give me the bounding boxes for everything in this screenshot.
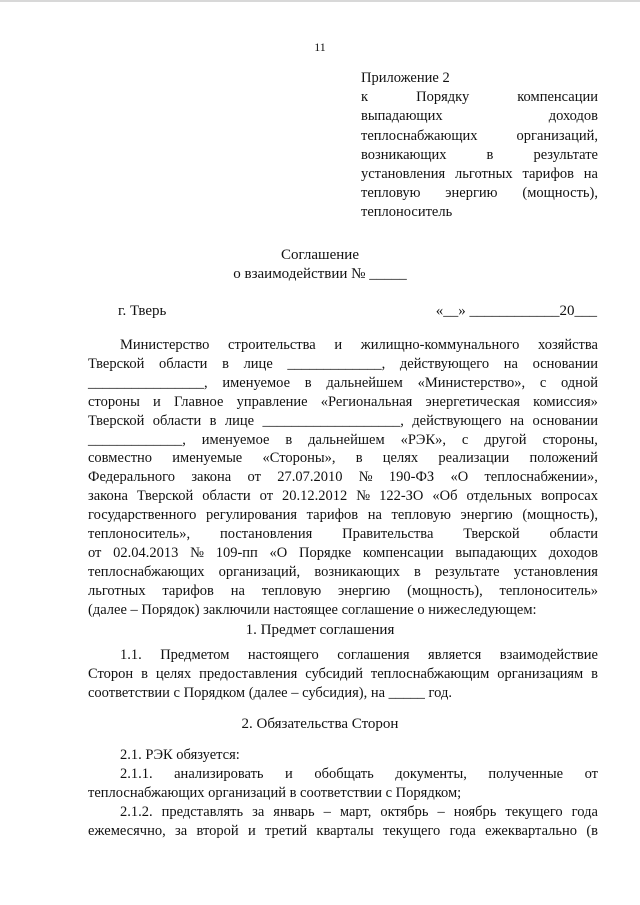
word: теплоноситель», (88, 526, 191, 543)
word: тепловую (391, 507, 451, 524)
page-number: 11 (314, 40, 326, 54)
text-line (361, 127, 598, 146)
text-line (88, 563, 598, 582)
word: в (222, 355, 229, 372)
text-line (361, 88, 598, 107)
word: 02.04.2013 (113, 544, 179, 561)
word: области (549, 526, 598, 543)
word: другой (484, 431, 527, 448)
word: март, (339, 803, 372, 820)
section-2-body (88, 746, 598, 841)
word: стороны, (542, 431, 598, 448)
word: представлять (161, 803, 244, 820)
text-line (361, 184, 598, 203)
text-line: Приложение 2 (361, 70, 450, 86)
word: «Стороны», (262, 450, 336, 467)
word: текущего (505, 803, 563, 820)
word: Тверской (88, 355, 145, 372)
word: _____________, (287, 355, 386, 372)
text-line (88, 374, 598, 393)
word: – (323, 803, 331, 820)
word: основании (532, 412, 598, 429)
word: одной (560, 374, 598, 391)
word: дальнейшем (308, 431, 385, 448)
word: (мощность), (522, 185, 598, 202)
word: реализации (438, 450, 510, 467)
text-line (88, 646, 598, 665)
word: совместно (88, 450, 153, 467)
text-line (88, 487, 598, 506)
section-1-body (88, 646, 598, 703)
top-edge-line (0, 0, 640, 2)
word: за (252, 803, 265, 820)
word: результате (435, 563, 500, 580)
word: энергию (460, 507, 513, 524)
word: обобщать (314, 765, 374, 782)
word: Тверской (463, 526, 520, 543)
word: ________________, (88, 374, 208, 391)
text-line (88, 355, 598, 374)
agreement-subtitle: о взаимодействии № _____ (233, 266, 407, 282)
word: 109-пп (215, 544, 258, 561)
word: в (304, 374, 312, 391)
word: ежеквартально (485, 822, 577, 839)
word: третий (265, 822, 308, 839)
word: доходов (548, 544, 598, 561)
word: Порядке (299, 544, 352, 561)
word: Сторон (88, 665, 134, 682)
word: от (88, 544, 102, 561)
word: № (356, 488, 371, 505)
section-2-heading: 2. Обязательства Сторон (241, 716, 399, 732)
word: Порядку (416, 89, 470, 106)
word: выпадающих (361, 108, 443, 125)
word: 27.07.2010 (277, 469, 343, 486)
word: ноябрь (453, 803, 497, 820)
word: январь (273, 803, 315, 820)
word: в (355, 450, 363, 467)
word: именуемое (222, 374, 291, 391)
word: и (285, 765, 293, 782)
text-line (88, 803, 598, 822)
word: на (367, 507, 382, 524)
word: жилищно-коммунального (360, 337, 520, 353)
text-line (88, 336, 598, 355)
word: комиссия» (533, 393, 598, 410)
word: 20.12.2012 (282, 488, 348, 505)
word: государственного (88, 507, 197, 524)
word: хозяйства (538, 337, 598, 353)
word: целях (155, 665, 192, 682)
word: является (428, 647, 482, 663)
text-line (88, 412, 598, 431)
word: ежемесячно, (88, 822, 166, 839)
word: с (461, 431, 469, 448)
word: организаций, (516, 127, 598, 144)
text-line (88, 822, 598, 841)
word: от (259, 488, 274, 505)
word: соглашения (337, 647, 410, 663)
word: полученные (488, 765, 564, 782)
word: установления (513, 563, 598, 580)
word: Главное (173, 393, 224, 410)
word: анализировать (174, 765, 264, 782)
word: области (202, 488, 251, 505)
word: предоставления (199, 665, 298, 682)
word: целях (382, 450, 419, 467)
word: действующего (399, 355, 490, 372)
word: дальнейшем (326, 374, 403, 391)
text-line: теплоснабжающих организаций в соответствии с Порядком; (88, 784, 462, 801)
word: «Региональная (320, 393, 413, 410)
word: 190-ФЗ (388, 469, 435, 486)
word: тепловую (261, 582, 322, 599)
word: в (591, 665, 598, 682)
word: № (358, 469, 373, 486)
word: 2.1.2. (120, 803, 153, 820)
word: теплоснабжающих (361, 127, 478, 144)
word: льготных (455, 166, 513, 183)
word: закона (191, 469, 232, 486)
word: – (437, 803, 445, 820)
text-line: (далее – Порядок) заключили настоящее соглашение о нижеследующем: (88, 601, 537, 618)
text-line (88, 449, 598, 468)
word: на (503, 355, 518, 372)
word: Министерство (120, 337, 210, 353)
section-1-heading: 1. Предмет соглашения (245, 622, 395, 638)
word: энергию (445, 185, 498, 202)
word: постановления (219, 526, 313, 543)
word: возникающих (314, 563, 400, 580)
word: действующего (412, 412, 502, 429)
word: «РЭК», (400, 431, 446, 448)
word: «О (269, 544, 288, 561)
word: октябрь (380, 803, 429, 820)
word: и (247, 822, 256, 839)
word: Тверской (136, 488, 194, 505)
word: от (584, 765, 598, 782)
text-line (88, 525, 598, 544)
word: «Об (432, 488, 458, 505)
word: Тверской (88, 412, 145, 429)
word: энергетическая (425, 393, 520, 410)
word: именуемые (172, 450, 243, 467)
word: в (414, 563, 421, 580)
word: теплоснабжающим (370, 665, 490, 682)
word: результате (533, 146, 598, 163)
word: года (449, 822, 476, 839)
word: именуемое (201, 431, 270, 448)
word: 122-ЗО (379, 488, 424, 505)
word: тепловую (361, 185, 421, 202)
word: и (153, 393, 161, 410)
word: 1.1. (120, 647, 142, 663)
word: вопросах (541, 488, 598, 505)
word: в (141, 665, 148, 682)
word: регулирования (206, 507, 298, 524)
word: с (539, 374, 547, 391)
text-line (88, 393, 598, 412)
text-line (88, 765, 598, 784)
word: теплоноситель» (499, 582, 598, 599)
word: № (190, 544, 204, 561)
word: документы, (395, 765, 467, 782)
text-line (361, 146, 598, 165)
word: закона (88, 488, 128, 505)
text-line (361, 107, 598, 126)
text-line (88, 582, 598, 601)
text-line: 2.1. РЭК обязуется: (120, 747, 240, 763)
word: лице (224, 412, 255, 429)
word: ___________________, (262, 412, 404, 429)
word: на (509, 412, 525, 429)
word: настоящего (247, 647, 319, 663)
word: тарифов (306, 507, 359, 524)
word: Предметом (160, 647, 230, 663)
word: года (571, 803, 598, 820)
word: кварталы (316, 822, 374, 839)
word: от (247, 469, 261, 486)
text-line (88, 431, 598, 450)
word: взаимодействие (499, 647, 598, 663)
word: в (486, 146, 494, 163)
word: _____________, (88, 431, 186, 448)
word: области (152, 412, 202, 429)
word: лице (243, 355, 273, 372)
word: организациям (497, 665, 584, 682)
word: (мощность), (407, 582, 483, 599)
text-line (88, 468, 598, 487)
word: теплоснабжающих (88, 563, 205, 580)
word: на (583, 166, 598, 183)
word: организаций, (218, 563, 301, 580)
text-line: теплоноситель (361, 204, 453, 221)
text-line (88, 665, 598, 684)
word: к (361, 89, 369, 106)
word: тарифов (522, 166, 574, 183)
word: доходов (548, 108, 598, 125)
word: (мощность), (522, 507, 598, 524)
word: установления (361, 166, 446, 183)
date-field: «__» ____________20___ (435, 303, 597, 319)
city-label: г. Тверь (118, 303, 167, 319)
word: компенсации (517, 89, 598, 106)
appendix-block (361, 69, 598, 223)
agreement-title: Соглашение (281, 247, 359, 263)
word: возникающих (361, 146, 447, 163)
word: текущего (382, 822, 441, 839)
word: основании (532, 355, 598, 372)
preamble-paragraph (88, 336, 598, 620)
text-line (88, 506, 598, 525)
word: субсидий (305, 665, 363, 682)
word: стороны (88, 393, 140, 410)
word: тарифов (162, 582, 214, 599)
text-line (88, 544, 598, 563)
word: области (158, 355, 208, 372)
word: отдельных (466, 488, 533, 505)
text-line (361, 165, 598, 184)
word: (в (586, 822, 598, 839)
word: на (230, 582, 245, 599)
word: в (285, 431, 293, 448)
word: энергию (338, 582, 391, 599)
word: строительства (228, 337, 316, 353)
word: и (334, 337, 343, 353)
word: компенсации (362, 544, 444, 561)
word: управление (236, 393, 308, 410)
word: второй (196, 822, 239, 839)
word: выпадающих (455, 544, 537, 561)
word: льготных (88, 582, 146, 599)
word: за (175, 822, 188, 839)
word: Правительства (342, 526, 434, 543)
word: 2.1.1. (120, 765, 153, 782)
text-line: соответствии с Порядком (далее – субсидия), на _____ год. (88, 684, 452, 701)
word: теплоснабжении», (484, 469, 598, 486)
word: «Министерство», (417, 374, 526, 391)
word: в (209, 412, 217, 429)
word: положений (529, 450, 598, 467)
word: «О (450, 469, 469, 486)
word: Федерального (88, 469, 176, 486)
